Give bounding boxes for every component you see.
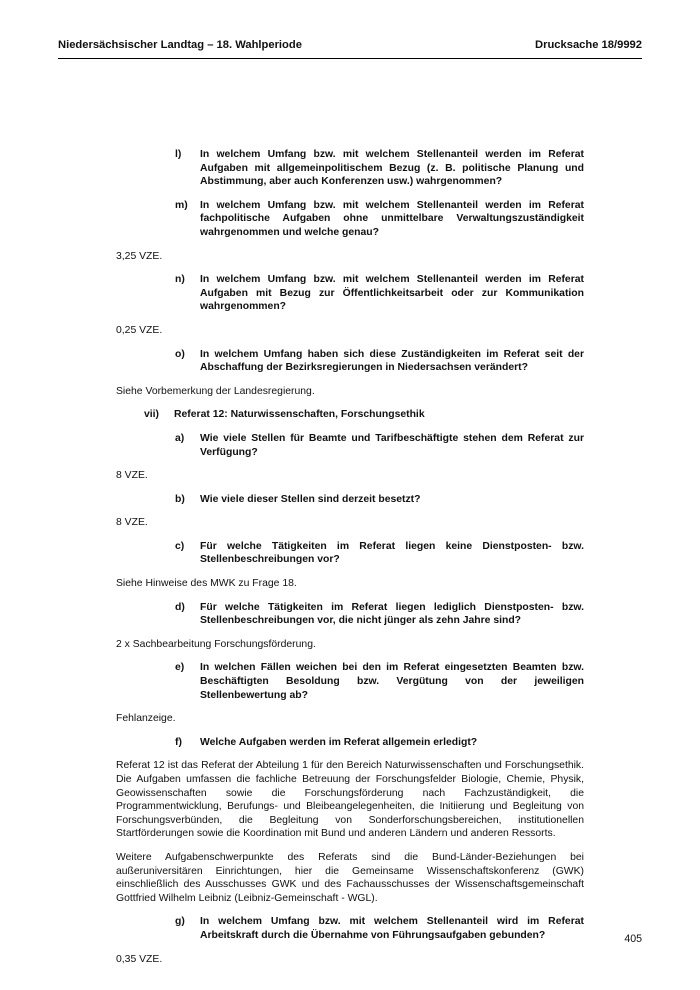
- question-item: [116, 493, 584, 507]
- question-text: In welchem Umfang bzw. mit welchem Stellenanteil werden im Referat fachpolitische Aufgaben ohne unmittelbare Verwaltungszuständigkeit wahrgenommen und welche genau?: [200, 199, 584, 238]
- question-text: Wie viele Stellen für Beamte und Tarifbeschäftigte stehen dem Referat zur Verfügung?: [200, 432, 584, 458]
- question-text: In welchem Umfang bzw. mit welchem Stellenanteil wird im Referat Arbeitskraft durch die Übernahme von Führungsaufgaben gebunden?: [200, 916, 584, 941]
- question-label: c): [175, 540, 185, 552]
- answer-text: 0,35 VZE.: [116, 953, 163, 965]
- question-label: e): [175, 662, 185, 674]
- section-heading: [116, 408, 584, 422]
- question-text: In welchen Fällen weichen bei den im Referat eingesetzten Beamten bzw. Beschäftigten Besoldung bzw. Vergütung von der jeweiligen Stellenbewertung ab?: [200, 662, 584, 701]
- question-label: a): [175, 432, 185, 444]
- question-text: In welchem Umfang bzw. mit welchem Stellenanteil werden im Referat Aufgaben mit allgemeinpolitischem Bezug (z. B. politische Planung und Abstimmung, aber auch Konferenzen usw.) wahrgenommen?: [200, 149, 584, 188]
- answer-text: Siehe Hinweise des MWK zu Frage 18.: [116, 578, 297, 590]
- question-item: [116, 432, 584, 459]
- question-label: o): [175, 348, 185, 360]
- question-item: [116, 601, 584, 628]
- question-text: Für welche Tätigkeiten im Referat liegen keine Dienstposten- bzw. Stellenbeschreibungen vor?: [200, 540, 584, 566]
- answer-text: 0,25 VZE.: [116, 324, 163, 336]
- question-text: Wie viele dieser Stellen sind derzeit besetzt?: [200, 493, 421, 505]
- question-text: Welche Aufgaben werden im Referat allgemein erledigt?: [200, 736, 478, 748]
- question-label: f): [175, 736, 182, 748]
- question-text: In welchem Umfang bzw. mit welchem Stellenanteil werden im Referat Aufgaben mit Bezug zur Öffentlichkeitsarbeit oder zur Kommunikation wahrgenommen?: [200, 274, 584, 313]
- question-item: [116, 540, 584, 567]
- document-body: [116, 148, 584, 976]
- header-document-number: Drucksache 18/9992: [535, 39, 642, 51]
- answer-text: 3,25 VZE.: [116, 250, 163, 262]
- question-item: [116, 199, 584, 240]
- answer-text: 8 VZE.: [116, 470, 148, 482]
- question-item: [116, 348, 584, 375]
- header-title: Niedersächsischer Landtag – 18. Wahlperiode: [58, 39, 302, 51]
- question-item: [116, 273, 584, 314]
- question-label: g): [175, 916, 185, 928]
- answer-text: Siehe Vorbemerkung der Landesregierung.: [116, 385, 315, 397]
- answer-text: Fehlanzeige.: [116, 713, 176, 725]
- answer-text: 8 VZE.: [116, 517, 148, 529]
- question-label: m): [175, 199, 188, 211]
- answer-text: Weitere Aufgabenschwerpunkte des Referats sind die Bund-Länder-Beziehungen bei außeruniversitären Einrichtungen, hier die Gemeinsame Wissenschaftskonferenz (GWK) einschließlich des Ausschusses GWK und des Fachausschusses der Wissenschaftsgemeinschaft Gottfried Wilhelm Leibniz (Leibniz-Gemeinschaft - WGL).: [116, 851, 584, 904]
- question-item: [116, 736, 584, 750]
- question-item: [116, 915, 584, 942]
- section-title: Referat 12: Naturwissenschaften, Forschungsethik: [174, 409, 425, 421]
- page-header: [58, 39, 642, 59]
- page-number: 405: [624, 933, 642, 945]
- answer-text: Referat 12 ist das Referat der Abteilung 1 für den Bereich Naturwissenschaften und Forschungsethik. Die Aufgaben umfassen die fachliche Betreuung der Forschungsfelder Biologie, Chemie, Physik, Geowissenschaften sowie die Forschungsförderung nach Fachzuständigkeit, die Programmentwicklung, Berufungs- und Bleibeangelegenheiten, die Initiierung und Begleitung von Forschungsverbünden, die Begleitung von Sonderforschungsbereichen, institutionellen Startförderungen sowie die Koordination mit Bund und anderen Ländern und anderen Ressorts.: [116, 760, 584, 840]
- section-label: vii): [144, 409, 160, 421]
- question-label: l): [175, 149, 182, 160]
- question-label: d): [175, 601, 185, 613]
- question-item: [116, 148, 584, 189]
- question-item: [116, 661, 584, 702]
- question-text: Für welche Tätigkeiten im Referat liegen lediglich Dienstposten- bzw. Stellenbeschreibungen vor, die nicht jünger als zehn Jahre sind?: [200, 601, 584, 627]
- question-label: n): [175, 274, 185, 286]
- question-text: In welchem Umfang haben sich diese Zuständigkeiten im Referat seit der Abschaffung der Bezirksregierungen in Niedersachsen verändert?: [200, 348, 584, 374]
- question-label: b): [175, 493, 185, 505]
- answer-text: 2 x Sachbearbeitung Forschungsförderung.: [116, 638, 316, 650]
